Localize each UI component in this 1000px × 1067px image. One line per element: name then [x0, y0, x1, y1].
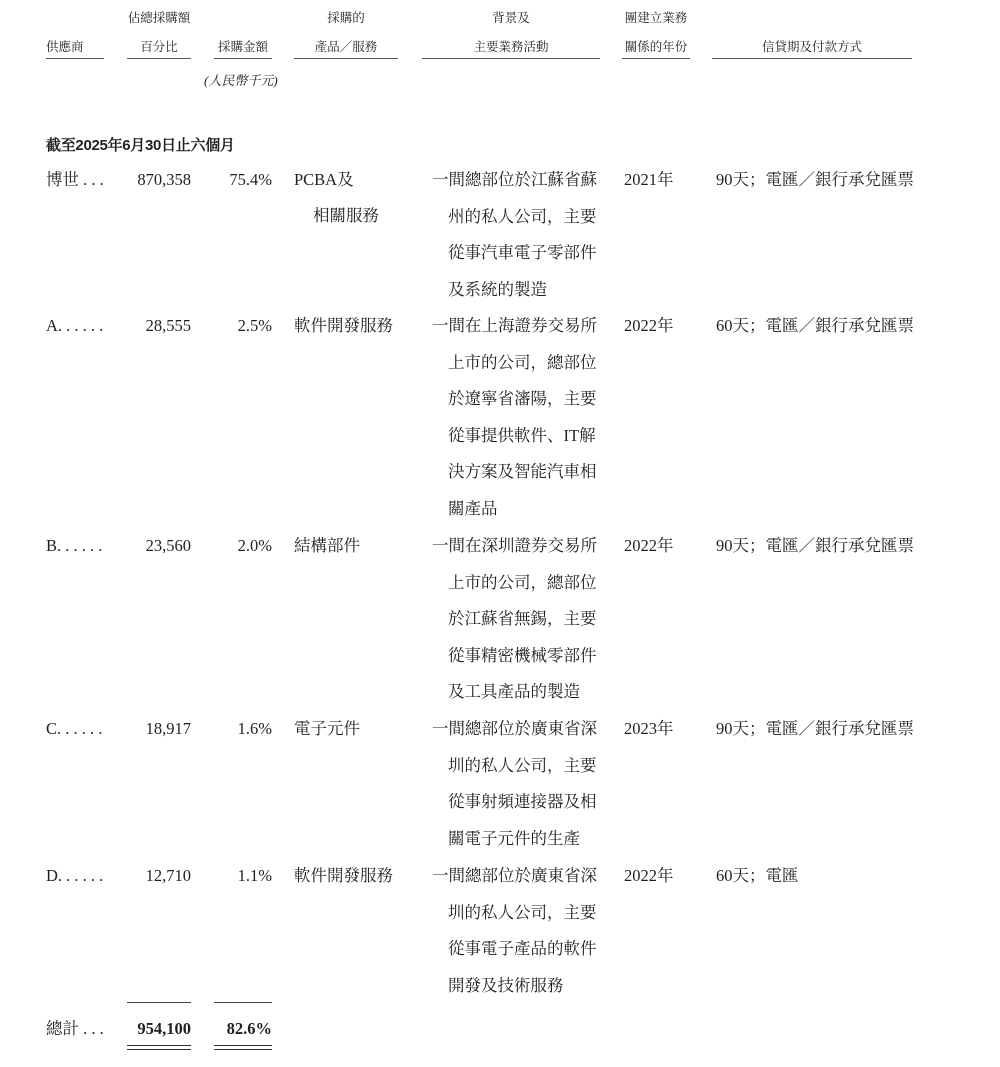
desc-line: 決方案及智能汽車相: [448, 462, 597, 481]
credit-terms: 90天；電匯／銀行承兌匯票: [716, 170, 914, 189]
desc-line: 上市的公司，總部位: [448, 352, 597, 372]
header-col3: 採購金額: [217, 40, 268, 54]
header-col2-line2: 百分比: [140, 40, 178, 54]
background-desc: [432, 711, 597, 857]
desc-line: 上市的公司，總部位: [448, 572, 597, 592]
header-years-line1: 團建立業務: [624, 11, 688, 25]
relationship-year: 2023年: [624, 719, 674, 738]
purchase-amount: 12,710: [145, 866, 191, 885]
desc-line: 一間總部位於廣東省深: [432, 866, 597, 885]
total-percent: 82.6%: [226, 1019, 272, 1038]
relationship-year: 2022年: [624, 866, 674, 885]
desc-line: 州的私人公司，主要: [448, 206, 597, 226]
purchase-amount: 870,358: [137, 170, 191, 189]
relationship-year: 2021年: [624, 170, 674, 189]
desc-line: 從事電子產品的軟件: [448, 939, 597, 958]
total-label: 總計 . . .: [46, 1019, 104, 1038]
purchase-amount: 28,555: [145, 316, 191, 335]
unit-note: (人民幣千元): [204, 73, 278, 88]
desc-line: 從事提供軟件、IT解: [448, 425, 596, 445]
desc-line: 一間在上海證券交易所: [432, 316, 597, 335]
credit-terms: 60天；電匯: [716, 866, 799, 885]
purchase-percent: 1.1%: [237, 866, 272, 885]
header-years-line2: 關係的年份: [624, 40, 688, 54]
supplier-name: 博世 . . .: [46, 170, 104, 189]
header-underline: [294, 58, 398, 59]
product-line: 電子元件: [294, 719, 360, 738]
desc-line: 一間總部位於江蘇省蘇: [432, 170, 597, 189]
background-desc: [432, 162, 597, 308]
header-supplier: 供應商: [46, 40, 84, 54]
header-background-line1: 背景及: [492, 11, 530, 25]
relationship-year: 2022年: [624, 316, 674, 335]
desc-line: 從事射頻連接器及相: [448, 792, 597, 811]
total-rule: [214, 1002, 272, 1003]
credit-terms: 60天；電匯／銀行承兌匯票: [716, 316, 914, 335]
desc-line: 及工具產品的製造: [448, 682, 580, 701]
double-underline: [214, 1045, 272, 1050]
desc-line: 關產品: [448, 498, 498, 518]
purchase-percent: 75.4%: [229, 170, 272, 189]
product-line: 軟件開發服務: [294, 316, 393, 335]
desc-line: 圳的私人公司，主要: [448, 902, 597, 922]
desc-line: 於江蘇省無錫，主要: [448, 609, 597, 628]
header-credit: 信貸期及付款方式: [761, 40, 862, 54]
period-label: 截至2025年6月30日止六個月: [46, 137, 235, 154]
desc-line: 一間在深圳證券交易所: [432, 536, 597, 555]
product-line: 相關服務: [313, 206, 379, 225]
header-product-line1: 採購的: [327, 11, 365, 25]
desc-line: 開發及技術服務: [448, 975, 564, 995]
background-desc: [432, 528, 597, 711]
desc-line: 於遼寧省瀋陽，主要: [448, 389, 597, 408]
product-line: 結構部件: [294, 536, 360, 555]
header-background-line2: 主要業務活動: [473, 40, 549, 54]
header-underline: [127, 58, 191, 59]
desc-line: 關電子元件的生產: [448, 828, 580, 848]
desc-line: 從事汽車電子零部件: [448, 243, 597, 262]
header-underline: [622, 58, 690, 59]
credit-terms: 90天；電匯／銀行承兌匯票: [716, 536, 914, 555]
header-underline: [712, 58, 912, 59]
header-col2-line1: 佔總採購額: [127, 11, 191, 25]
purchase-amount: 23,560: [145, 536, 191, 555]
desc-line: 從事精密機械零部件: [448, 645, 597, 665]
background-desc: [432, 308, 597, 527]
header-underline: [422, 58, 600, 59]
supplier-name: D. . . . . .: [46, 866, 104, 885]
supplier-name: C. . . . . .: [46, 719, 103, 738]
supplier-name: A. . . . . .: [46, 316, 104, 335]
supplier-name: B. . . . . .: [46, 536, 103, 555]
total-amount: 954,100: [137, 1019, 191, 1038]
header-product-line2: 產品／服務: [314, 40, 378, 54]
product-line: PCBA及: [294, 170, 354, 189]
desc-line: 及系統的製造: [448, 279, 547, 299]
purchase-percent: 2.0%: [237, 536, 272, 555]
header-underline: [46, 58, 104, 59]
total-rule: [127, 1002, 191, 1003]
relationship-year: 2022年: [624, 536, 674, 555]
background-desc: [432, 858, 597, 1004]
header-underline: [214, 58, 272, 59]
double-underline: [127, 1045, 191, 1050]
credit-terms: 90天；電匯／銀行承兌匯票: [716, 719, 914, 738]
purchase-percent: 1.6%: [237, 719, 272, 738]
product-line: 軟件開發服務: [294, 866, 393, 885]
purchase-percent: 2.5%: [237, 316, 272, 335]
purchase-amount: 18,917: [145, 719, 191, 738]
desc-line: 圳的私人公司，主要: [448, 755, 597, 775]
desc-line: 一間總部位於廣東省深: [432, 719, 597, 738]
